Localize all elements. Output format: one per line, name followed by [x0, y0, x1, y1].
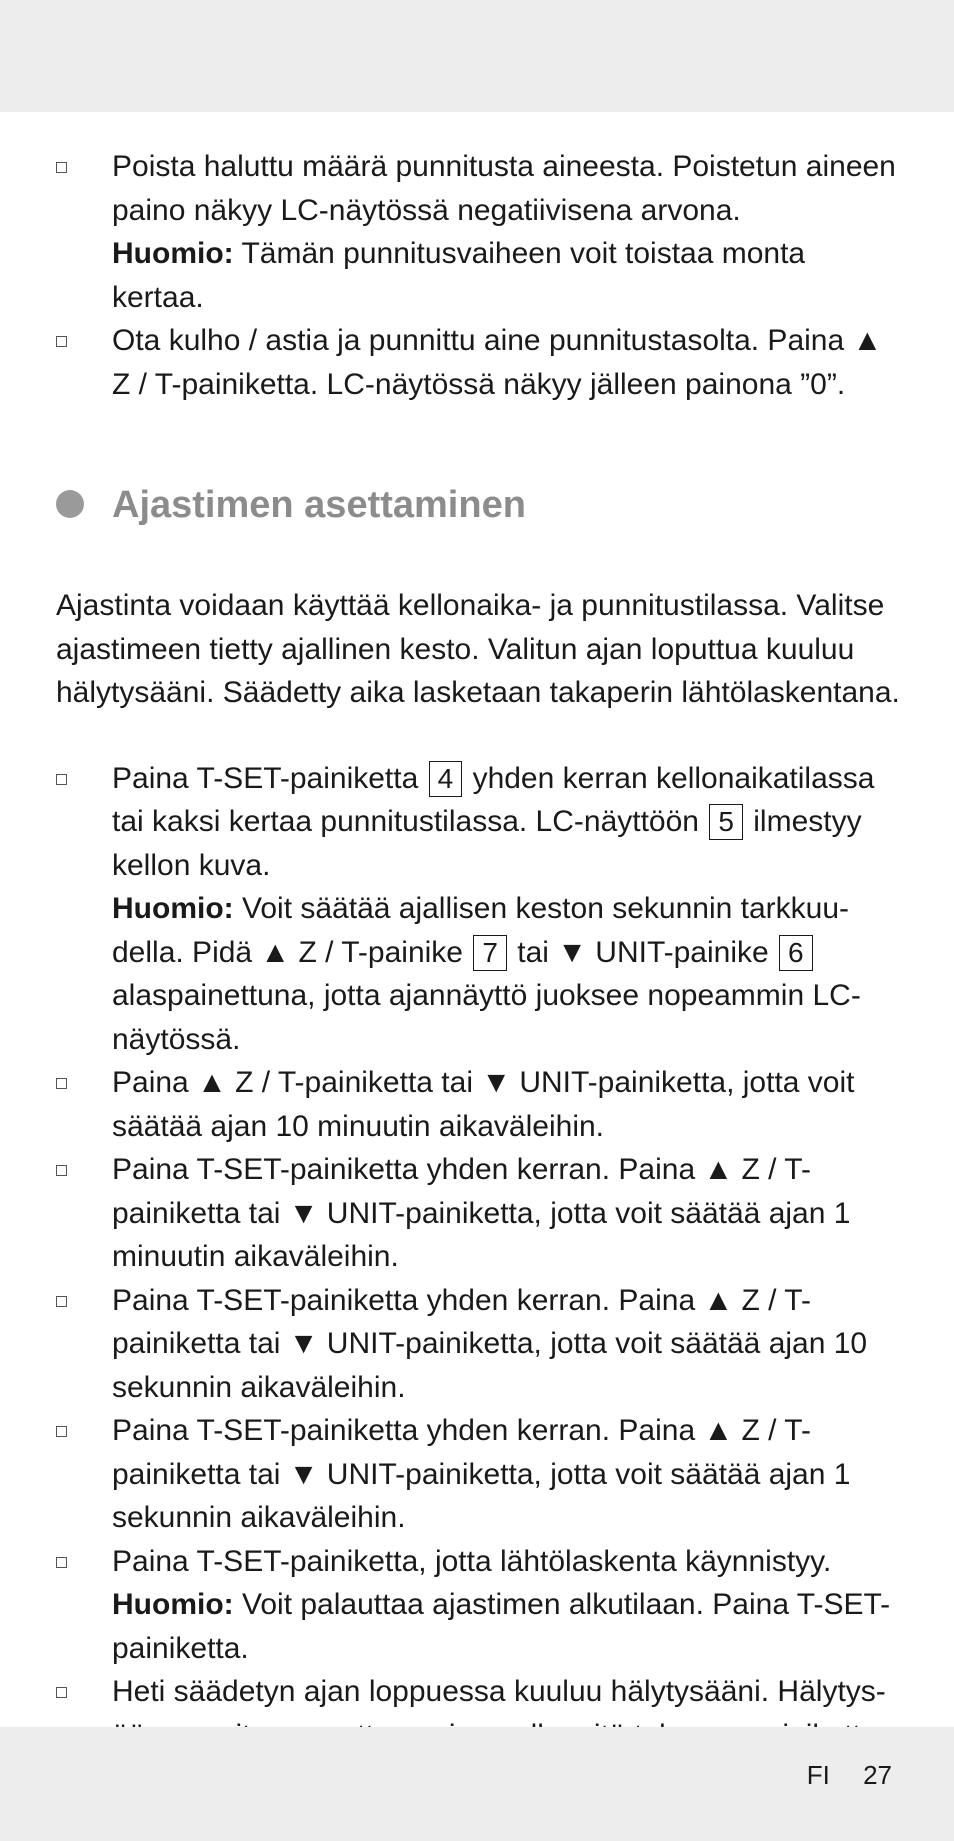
list-item	[56, 1279, 904, 1410]
item-text: yhden kerran kellonaikatilassa tai kaksi kertaa punnitustilassa. LC-näyttöön	[112, 761, 875, 838]
header-band	[0, 0, 954, 112]
item-text: Paina T-SET-painiketta yhden kerran. Paina ▲ Z / T-painiketta tai ▼ UNIT-painiketta, jotta voit säätää ajan 1 sekunnin aikaväleihin.	[112, 1414, 851, 1534]
list-item	[56, 1540, 904, 1671]
checkbox-bullet-icon	[56, 1078, 67, 1089]
item-text: Ota kulho / astia ja punnittu aine punnitustasolta. Paina ▲ Z / T-painiketta. LC-näytössä näkyy jälleen painona ”0”.	[112, 324, 883, 401]
item-text: Poista haluttu määrä punnitusta aineesta. Poistetun aineen paino näkyy LC-näytössä negatiivisena arvona.	[112, 150, 896, 227]
item-text: Paina ▲ Z / T-painiketta tai ▼ UNIT-painiketta, jotta voit säätää ajan 10 minuutin aikaväleihin.	[112, 1066, 855, 1143]
checkbox-bullet-icon	[56, 1687, 67, 1698]
section-header	[56, 480, 904, 530]
item-text: Paina T-SET-painiketta yhden kerran. Paina ▲ Z / T-painiketta tai ▼ UNIT-painiketta, jotta voit säätää ajan 1 minuutin aikaväleihin.	[112, 1153, 851, 1273]
note-text: alaspainettuna, jotta ajannäyttö juoksee nopeammin LC-näytössä.	[112, 979, 861, 1056]
item-text: Paina T-SET-painiketta, jotta lähtölaskenta käynnistyy.	[112, 1544, 832, 1578]
note-label: Huomio:	[112, 237, 234, 270]
reference-number: 5	[709, 804, 743, 840]
checkbox-bullet-icon	[56, 1296, 67, 1307]
note-text: Tämän punnitusvaiheen voit toistaa monta kertaa.	[112, 237, 806, 314]
checkbox-bullet-icon	[56, 336, 67, 347]
list-item	[56, 145, 904, 319]
list-item	[56, 757, 904, 1062]
note-label: Huomio:	[112, 892, 234, 925]
list-item	[56, 319, 904, 406]
checkbox-bullet-icon	[56, 1557, 67, 1568]
list-item	[56, 1061, 904, 1148]
reference-number: 6	[779, 935, 813, 971]
page-footer	[807, 1760, 892, 1791]
note-text: Voit palauttaa ajastimen alkutilaan. Paina T-SET-painiketta.	[112, 1588, 891, 1665]
item-text: ilmestyy kellon kuva.	[112, 805, 862, 882]
reference-number: 7	[473, 935, 507, 971]
note-text: tai ▼ UNIT-painike	[517, 935, 769, 969]
bullet-dot-icon	[56, 490, 84, 518]
checkbox-bullet-icon	[56, 162, 67, 173]
checkbox-bullet-icon	[56, 774, 67, 785]
checkbox-bullet-icon	[56, 1426, 67, 1437]
note-label: Huomio:	[112, 1588, 234, 1621]
reference-number: 4	[429, 761, 463, 797]
checkbox-bullet-icon	[56, 1165, 67, 1176]
section-intro: Ajastinta voidaan käyttää kellonaika- ja punnitustilassa. Valitse ajastimeen tietty ajallinen kesto. Valitun ajan loputtua kuuluu hälytysääni. Säädetty aika lasketaan takaperin lähtölaskentana.	[56, 589, 900, 709]
page-content	[56, 145, 904, 1757]
item-text: Heti säädetyn ajan loppuessa kuuluu hälytysääni. Hälytys	[112, 1675, 886, 1708]
list-item	[56, 1148, 904, 1279]
page-number: 27	[863, 1760, 892, 1790]
item-text: Paina T-SET-painiketta yhden kerran. Paina ▲ Z / T-painiketta tai ▼ UNIT-painiketta, jotta voit säätää ajan 10 sekunnin aikaväleihin.	[112, 1283, 868, 1404]
note-text: Voit säätää ajallisen keston sekunnin tarkkuudella. Pidä ▲ Z / T-painike	[112, 892, 850, 969]
language-code: FI	[806, 1760, 830, 1790]
item-text: Paina T-SET-painiketta	[112, 761, 419, 795]
section-title: Ajastimen asettaminen	[112, 484, 526, 526]
list-item	[56, 1409, 904, 1540]
